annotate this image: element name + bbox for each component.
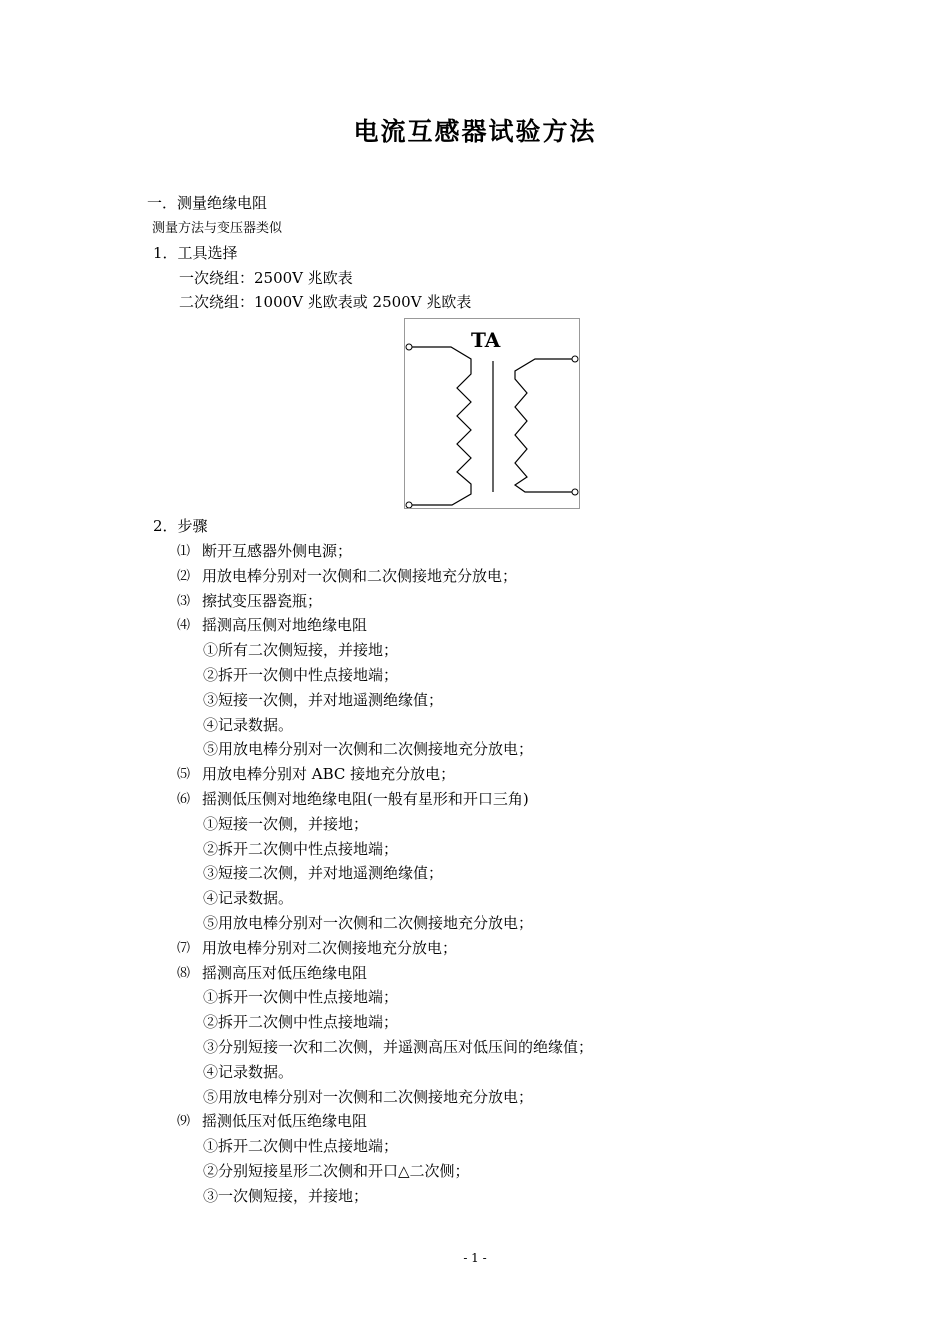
- sub-step-text: ②拆开二次侧中性点接地端；: [203, 840, 399, 858]
- step-text: 摇测低压侧对地绝缘电阻(一般有星形和开口三角): [202, 790, 529, 808]
- step-text: 用放电棒分别对 ABC 接地充分放电；: [202, 765, 456, 783]
- terminal-p2: [406, 502, 412, 508]
- sub-step-text: ③短接二次侧，并对地遥测绝缘值；: [203, 864, 444, 882]
- step-text: 摇测高压侧对地绝缘电阻: [202, 616, 368, 634]
- transformer-diagram: [404, 318, 580, 509]
- step-text: 摇测低压对低压绝缘电阻: [202, 1112, 368, 1130]
- step-text: 擦拭变压器瓷瓶；: [202, 592, 323, 610]
- tool-secondary: 二次绕组：1000V 兆欧表或 2500V 兆欧表: [179, 293, 472, 311]
- sub-step-text: ⑤用放电棒分别对一次侧和二次侧接地充分放电；: [203, 914, 534, 932]
- step-number: ⑵: [177, 569, 191, 584]
- transformer-schematic: [405, 319, 579, 508]
- sub-step-text: ①所有二次侧短接，并接地；: [203, 641, 399, 659]
- step-number: ⑻: [177, 966, 191, 981]
- step-number: ⑴: [177, 544, 191, 559]
- sub-step-text: ①短接一次侧，并接地；: [203, 815, 369, 833]
- step-number: ⑼: [177, 1114, 191, 1129]
- step-number: ⑶: [177, 594, 191, 609]
- page-number: - 1 -: [463, 1251, 487, 1265]
- terminal-s1: [572, 356, 578, 362]
- steps-heading: 2．步骤: [153, 517, 208, 535]
- sub-step-text: ①拆开一次侧中性点接地端；: [203, 988, 399, 1006]
- sub-step-text: ③短接一次侧，并对地遥测绝缘值；: [203, 691, 444, 709]
- section-note: 测量方法与变压器类似: [152, 221, 283, 236]
- sub-step-text: ①拆开二次侧中性点接地端；: [203, 1137, 399, 1155]
- document-title: 电流互感器试验方法: [353, 117, 597, 146]
- sub-step-text: ④记录数据。: [203, 1063, 294, 1081]
- tool-primary: 一次绕组：2500V 兆欧表: [179, 269, 353, 287]
- section-heading: 一．测量绝缘电阻: [147, 194, 268, 212]
- terminal-p1: [406, 344, 412, 350]
- sub-step-text: ④记录数据。: [203, 716, 294, 734]
- sub-step-text: ②拆开二次侧中性点接地端；: [203, 1013, 399, 1031]
- step-text: 摇测高压对低压绝缘电阻: [202, 964, 368, 982]
- secondary-winding: [515, 359, 575, 492]
- sub-step-text: ⑤用放电棒分别对一次侧和二次侧接地充分放电；: [203, 740, 534, 758]
- diagram-label: TA: [471, 328, 501, 352]
- sub-step-text: ⑤用放电棒分别对一次侧和二次侧接地充分放电；: [203, 1088, 534, 1106]
- sub-step-text: ②拆开一次侧中性点接地端；: [203, 666, 399, 684]
- step-number: ⑷: [177, 618, 191, 633]
- primary-winding: [412, 347, 471, 505]
- step-number: ⑸: [177, 767, 191, 782]
- sub-step-text: ②分别短接星形二次侧和开口△二次侧；: [203, 1162, 470, 1180]
- step-number: ⑹: [177, 792, 191, 807]
- step-text: 断开互感器外侧电源；: [202, 542, 353, 560]
- step-text: 用放电棒分别对二次侧接地充分放电；: [202, 939, 458, 957]
- tools-heading: 1．工具选择: [153, 244, 238, 262]
- step-text: 用放电棒分别对一次侧和二次侧接地充分放电；: [202, 567, 518, 585]
- step-number: ⑺: [177, 941, 191, 956]
- sub-step-text: ④记录数据。: [203, 889, 294, 907]
- terminal-s2: [572, 489, 578, 495]
- sub-step-text: ③一次侧短接，并接地；: [203, 1187, 369, 1205]
- sub-step-text: ③分别短接一次和二次侧，并遥测高压对低压间的绝缘值；: [203, 1038, 594, 1056]
